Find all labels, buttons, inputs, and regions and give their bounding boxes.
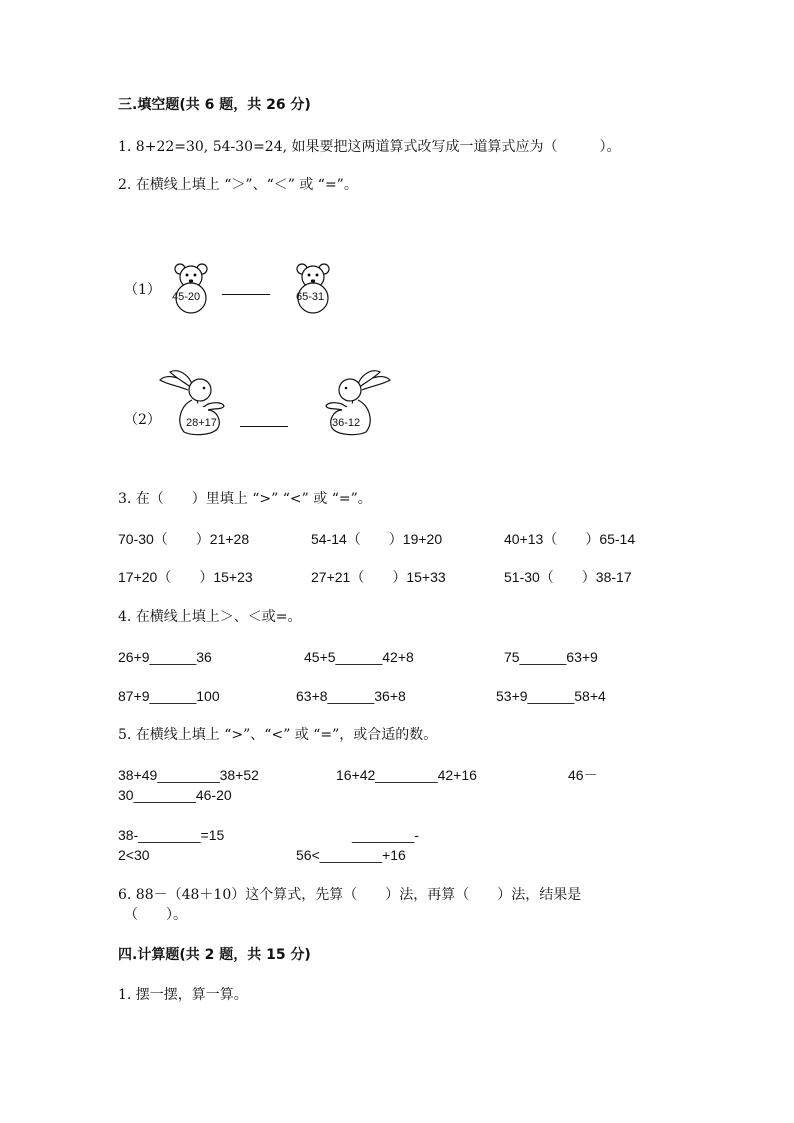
q5-item: 30________46-20 xyxy=(118,787,232,803)
q3-item: 54-14（ ）19+20 xyxy=(311,531,443,547)
q4-item: 53+9______58+4 xyxy=(496,688,606,704)
q3-item: 17+20（ ）15+23 xyxy=(118,569,253,585)
q4-item: 87+9______100 xyxy=(118,688,220,704)
rabbit-figure-right xyxy=(322,366,394,436)
bear-figure-left xyxy=(168,262,218,314)
question-2-prompt: 2. 在横线上填上 “＞”、“＜” 或 “=”。 xyxy=(118,177,358,193)
q2-row2-label: （2） xyxy=(124,412,161,428)
q5-item: ________- xyxy=(352,827,419,843)
bear-icon xyxy=(290,262,340,314)
q3-item: 70-30（ ）21+28 xyxy=(118,531,250,547)
section-4-heading: 四.计算题(共 2 题，共 15 分) xyxy=(118,947,311,963)
question-6-line-1: 6. 88－（48＋10）这个算式，先算（ ）法，再算（ ）法，结果是 xyxy=(118,887,582,903)
bear-right-expression: 65-31 xyxy=(296,291,325,303)
question-1: 1. 8+22=30, 54-30=24, 如果要把这两道算式改写成一道算式应为（ ）。 xyxy=(118,139,621,155)
q4-item: 63+8______36+8 xyxy=(296,688,406,704)
rabbit-left-expression: 28+17 xyxy=(186,417,217,429)
q3-item: 40+13（ ）65-14 xyxy=(504,531,636,547)
q5-item: 38+49________38+52 xyxy=(118,767,259,783)
q5-item: 38-________=15 xyxy=(118,827,225,843)
answer-line-bear[interactable] xyxy=(222,294,270,295)
q4-item: 75______63+9 xyxy=(504,649,598,665)
bear-icon xyxy=(168,262,218,314)
question-5-prompt: 5. 在横线上填上 “>”、“<” 或 “=”，或合适的数。 xyxy=(118,727,438,743)
q3-item: 27+21（ ）15+33 xyxy=(311,569,446,585)
question-3-prompt: 3. 在（ ）里填上 “>” “<” 或 “=”。 xyxy=(118,491,372,507)
rabbit-figure-left xyxy=(156,366,228,436)
answer-line-rabbit[interactable] xyxy=(240,426,288,427)
section-3-heading: 三.填空题(共 6 题，共 26 分) xyxy=(118,97,311,113)
q5-item: 16+42________42+16 xyxy=(336,767,477,783)
bear-figure-right xyxy=(290,262,340,314)
q3-item: 51-30（ ）38-17 xyxy=(504,569,632,585)
section-4-question-1: 1. 摆一摆，算一算。 xyxy=(118,987,248,1003)
q5-item: 46－ xyxy=(568,767,598,783)
rabbit-right-expression: 36-12 xyxy=(332,417,361,429)
question-6-line-2: （ ）。 xyxy=(124,907,187,923)
question-4-prompt: 4. 在横线上填上＞、＜或=。 xyxy=(118,609,302,625)
q5-item: 56<________+16 xyxy=(296,847,406,863)
q4-item: 45+5______42+8 xyxy=(304,649,414,665)
bear-left-expression: 45-20 xyxy=(172,291,201,303)
q4-item: 26+9______36 xyxy=(118,649,212,665)
q2-row1-label: （1） xyxy=(124,282,161,298)
q5-item: 2<30 xyxy=(118,847,150,863)
